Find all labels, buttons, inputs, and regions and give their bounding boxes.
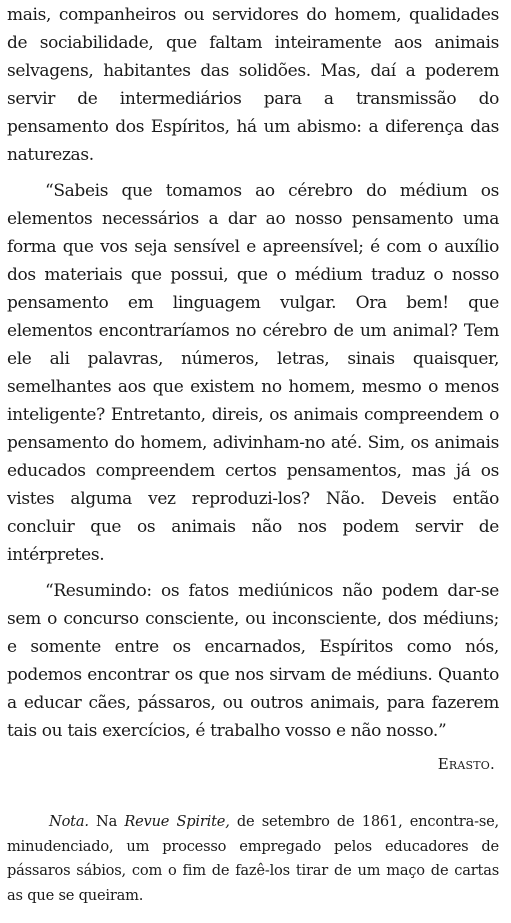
footnote — [7, 810, 499, 908]
author-signature: Erasto. — [437, 755, 495, 773]
book-page — [7, 0, 499, 923]
note-label: Nota. — [49, 813, 89, 830]
note-text-1: Na — [88, 813, 125, 830]
paragraph-continuation: mais, companheiros ou servidores do homem, qualidades de sociabilidade, que faltam inteiramente aos animais selvagens, habitantes das solidões. Mas, daí a poderem servir de intermediários para a transmissão do pensamento dos Espíritos, há um abismo: a diferença das naturezas. — [7, 5, 499, 165]
paragraph-quote-1: “Sabeis que tomamos ao cérebro do médium os elementos necessários a dar ao nosso pensamento uma forma que vos seja sensível e apreensível; é com o auxílio dos materiais que possui, que o médium traduz o nosso pensamento em linguagem vulgar. Ora bem! que elementos encontraríamos no cérebro de um animal? Tem ele ali palavras, números, letras, sinais quaisquer, semelhantes aos que existem no homem, mesmo o menos inteligente? Entretanto, direis, os animais compreendem o pensamento do homem, adivinham-no até. Sim, os animais educados compreendem certos pensamentos, mas já os vistes alguma vez reproduzi-los? Não. Deveis então concluir que os animais não nos podem servir de intérpretes. — [7, 181, 499, 565]
journal-title: Revue Spirite, — [124, 813, 230, 830]
note-text-2: de setembro de 1861, encontra-se, minudenciado, um processo empregado pelos educadores de pássaros sábios, com o fim de fazê-los tirar de um maço de cartas as que se queiram. — [7, 813, 499, 904]
paragraph-quote-2: “Resumindo: os fatos mediúnicos não podem dar-se sem o concurso consciente, ou inconsciente, dos médiuns; e somente entre os encarnados, Espíritos como nós, podemos encontrar os que nos sirvam de médiuns. Quanto a educar cães, pássaros, ou outros animais, para fazerem tais ou tais exercícios, é trabalho vosso e não nosso.” — [7, 581, 499, 741]
